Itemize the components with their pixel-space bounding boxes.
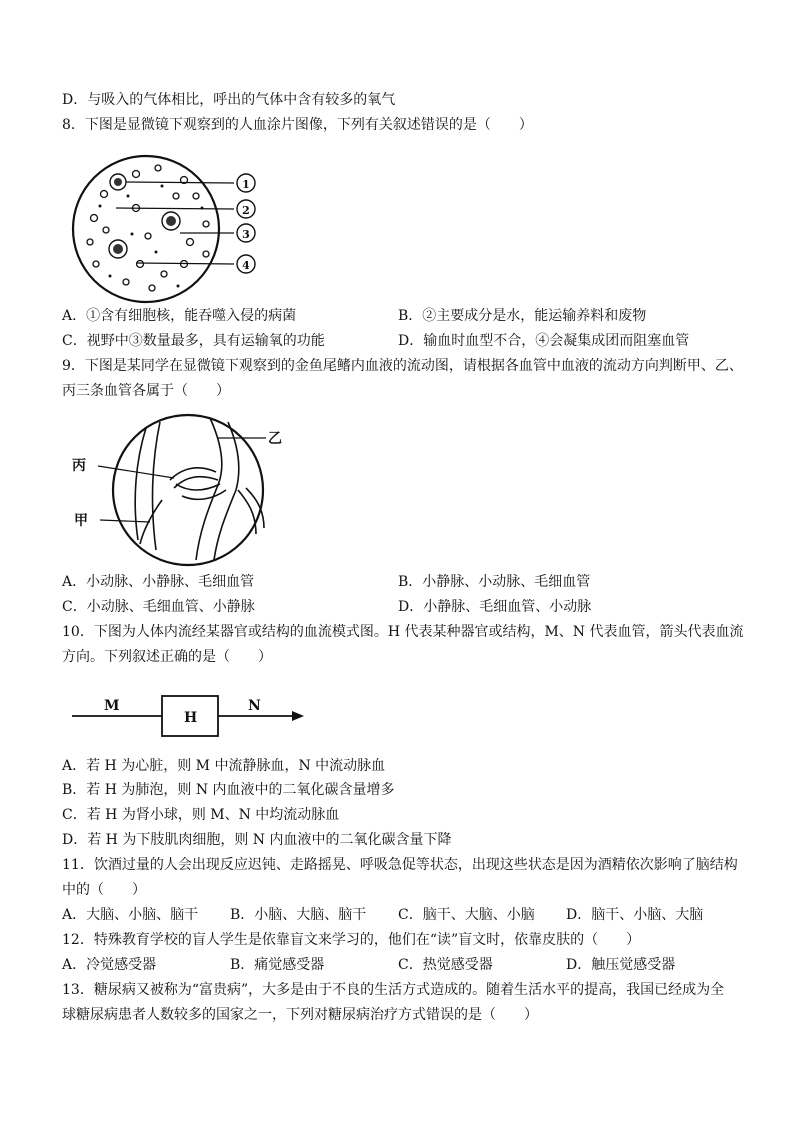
- organ-h-label: H: [184, 710, 198, 726]
- q10-option-d: D．若 H 为下肢肌肉细胞，则 N 内血液中的二氧化碳含量下降: [62, 832, 452, 848]
- label-bing: 丙: [72, 458, 86, 474]
- q11-stem-line2: 中的（ ）: [62, 882, 146, 898]
- q11-option-b: B．小脑、大脑、脑干: [230, 907, 367, 923]
- svg-text:1: 1: [242, 178, 250, 191]
- q13-stem-line2: 球糖尿病患者人数较多的国家之一，下列对糖尿病治疗方式错误的是（ ）: [62, 1007, 538, 1023]
- q9-option-c: C．小动脉、毛细血管、小静脉: [62, 599, 255, 615]
- q8-option-a: A．①含有细胞核，能吞噬入侵的病菌: [62, 308, 297, 324]
- goldfish-tail-blood-flow-figure: [70, 410, 300, 570]
- q8-option-d: D．输血时血型不合，④会凝集成团而阻塞血管: [398, 333, 690, 349]
- vessel-n-label: N: [248, 698, 261, 714]
- blood-flow-model-diagram: [70, 690, 310, 740]
- blood-smear-figure: [66, 146, 266, 306]
- svg-text:3: 3: [242, 228, 250, 241]
- q10-option-a: A．若 H 为心脏，则 M 中流静脉血，N 中流动脉血: [62, 758, 386, 774]
- label-yi: 乙: [268, 431, 282, 447]
- q9-option-d: D．小静脉、毛细血管、小动脉: [398, 599, 592, 615]
- q11-stem-line1: 11．饮酒过量的人会出现反应迟钝、走路摇晃、呼吸急促等状态，出现这些状态是因为酒精依次影响了脑结构: [62, 857, 738, 873]
- q12-option-c: C．热觉感受器: [398, 957, 493, 973]
- vessel-m-label: M: [104, 698, 120, 714]
- q12-option-a: A．冷觉感受器: [62, 957, 157, 973]
- q8-option-c: C．视野中③数量最多，具有运输氧的功能: [62, 333, 325, 349]
- q11-option-d: D．脑干、小脑、大脑: [566, 907, 704, 923]
- q9-option-b: B．小静脉、小动脉、毛细血管: [398, 574, 591, 590]
- svg-text:2: 2: [242, 204, 250, 217]
- q8-stem: 8．下图是显微镜下观察到的人血涂片图像，下列有关叙述错误的是（ ）: [62, 117, 533, 133]
- q12-stem: 12．特殊教育学校的盲人学生是依靠盲文来学习的，他们在“读”盲文时，依靠皮肤的（ ）: [62, 932, 641, 948]
- q9-option-a: A．小动脉、小静脉、毛细血管: [62, 574, 255, 590]
- q10-option-b: B．若 H 为肺泡，则 N 内血液中的二氧化碳含量增多: [62, 782, 395, 798]
- q12-option-b: B．痛觉感受器: [230, 957, 325, 973]
- q10-stem-line2: 方向。下列叙述正确的是（ ）: [62, 649, 272, 665]
- q11-option-c: C．脑干、大脑、小脑: [398, 907, 535, 923]
- q8-option-b: B．②主要成分是水，能运输养料和废物: [398, 308, 647, 324]
- q9-stem-line1: 9．下图是某同学在显微镜下观察到的金鱼尾鳍内血液的流动图，请根据各血管中血液的流动方向判断甲、乙、: [62, 358, 743, 374]
- q12-option-d: D．触压觉感受器: [566, 957, 676, 973]
- q9-stem-line2: 丙三条血管各属于（ ）: [62, 383, 230, 399]
- q7-option-d: D．与吸入的气体相比，呼出的气体中含有较多的氧气: [62, 92, 396, 108]
- q11-option-a: A．大脑、小脑、脑干: [62, 907, 199, 923]
- q13-stem-line1: 13．糖尿病又被称为“富贵病”，大多是由于不良的生活方式造成的。随着生活水平的提高，我国已经成为全: [62, 982, 725, 998]
- svg-text:4: 4: [242, 259, 250, 272]
- q10-option-c: C．若 H 为肾小球，则 M、N 中均流动脉血: [62, 807, 340, 823]
- label-jia: 甲: [74, 513, 88, 529]
- q10-stem-line1: 10．下图为人体内流经某器官或结构的血流模式图。H 代表某种器官或结构，M、N 代表血管，箭头代表血流: [62, 624, 744, 640]
